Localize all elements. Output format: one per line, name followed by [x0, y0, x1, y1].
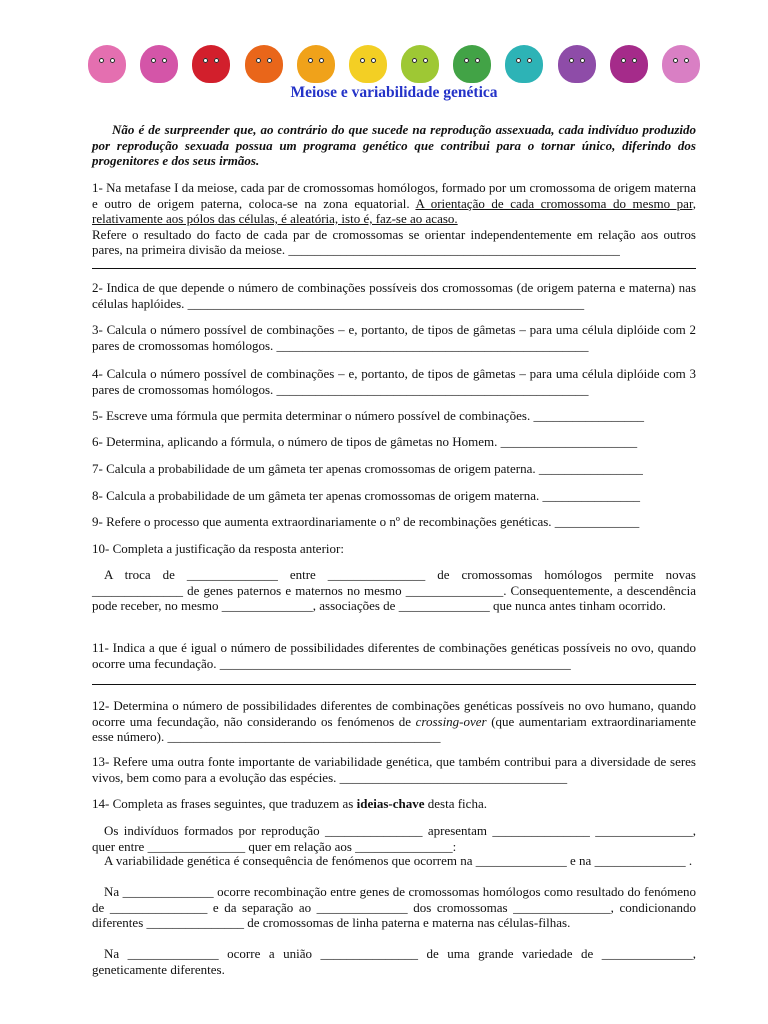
question-8: 8- Calcula a probabilidade de um gâmeta ter apenas cromossomas de origem materna. _______________ — [92, 488, 640, 503]
question-10-fill: A troca de ______________ entre _______________ de cromossomas homólogos permite novas ______________ de genes paternos e maternos no mesmo _______________. Consequentemente, a descendência pode receber, no mesmo ______________, associações de ______________ que nunca antes tinham ocorrido. — [92, 567, 696, 613]
spleen-icon — [610, 45, 648, 83]
question-4: 4- Calcula o número possível de combinações – e, portanto, de tipos de gâmetas – para uma célula diplóide com 3 pares de cromossomas homólogos. ________________________________________________ — [92, 366, 696, 397]
intro-paragraph: Não é de surpreender que, ao contrário do que sucede na reprodução assexuada, cada indivíduo produzido por reprodução sexuada possua um programa genético que contribui para o tornar único, diferindo dos progenitores e dos seus irmãos. — [92, 122, 696, 168]
kidney-icon — [401, 45, 439, 83]
question-1-underlined: A orientação de cada cromossoma do mesmo par, relativamente aos pólos das células, é aleatória, isto é, faz-se ao acaso. — [92, 195, 697, 226]
question-9: 9- Refere o processo que aumenta extraordinariamente o nº de recombinações genéticas. _____________ — [92, 514, 640, 529]
question-12 — [92, 698, 696, 745]
key-sentence-1: Os indivíduos formados por reprodução _______________ apresentam _______________ _______________, quer entre _______________ quer em relação aos _______________: — [92, 823, 696, 854]
answer-line[interactable] — [92, 256, 696, 269]
brain-icon — [505, 45, 543, 83]
question-12-tail: (que aumentariam extraordinariamente esse número). __________________________________________ — [92, 713, 696, 744]
question-14 — [92, 796, 696, 812]
question-14-bold: ideias-chave — [356, 796, 425, 811]
gland-icon — [297, 45, 335, 83]
question-1 — [92, 180, 696, 258]
key-sentence-3: Na ______________ ocorre recombinação entre genes de cromossomas homólogos como resultado do fenómeno de _______________ e da separação ao ______________ dos cromossomas _______________, condicionando diferentes _______________ de cromossomas de linha paterna e materna nas células-filhas. — [92, 884, 696, 930]
answer-line[interactable] — [92, 672, 696, 685]
organ-banner — [88, 40, 700, 88]
question-11: 11- Indica a que é igual o número de possibilidades diferentes de combinações genéticas possíveis no ovo, quando ocorre uma fecundação. ______________________________________________________ — [92, 640, 696, 671]
key-sentence-4: Na ______________ ocorre a união _______________ de uma grande variedade de ______________, geneticamente diferentes. — [92, 946, 696, 977]
liver-icon — [245, 45, 283, 83]
question-10: 10- Completa a justificação da resposta anterior: — [92, 541, 344, 556]
question-1-prompt: Refere o resultado do facto de cada par de cromossomas se orientar independentemente em relação aos outros pares, na primeira divisão da meiose. ___________________________________________________ — [92, 226, 696, 257]
heart-icon — [192, 45, 230, 83]
question-13: 13- Refere uma outra fonte importante de variabilidade genética, que também contribui para a diversidade de seres vivos, bem como para a evolução das espécies. ___________________________________ — [92, 754, 696, 785]
lung-icon — [558, 45, 596, 83]
page-title: Meiose e variabilidade genética — [290, 84, 498, 101]
question-14-tail: desta ficha. — [424, 796, 487, 811]
question-5: 5- Escreve uma fórmula que permita determinar o número possível de combinações. _________________ — [92, 408, 644, 423]
intestine-icon — [662, 45, 700, 83]
key-sentence-2: A variabilidade genética é consequência de fenómenos que ocorrem na ______________ e na ______________ . — [104, 853, 693, 868]
stomach-icon — [140, 45, 178, 83]
question-1-text: 1- Na metafase I da meiose, cada par de cromossomas homólogos, formado por um cromossoma de origem materna e outro de origem paterna, coloca-se na zona equatorial. — [92, 180, 696, 211]
question-3: 3- Calcula o número possível de combinações – e, portanto, de tipos de gâmetas – para uma célula diplóide com 2 pares de cromossomas homólogos. ________________________________________________ — [92, 322, 696, 353]
uterus-icon — [88, 45, 126, 83]
question-14-text: 14- Completa as frases seguintes, que traduzem as — [92, 796, 357, 811]
pancreas-icon — [453, 45, 491, 83]
question-6: 6- Determina, aplicando a fórmula, o número de tipos de gâmetas no Homem. _____________________ — [92, 434, 638, 449]
question-12-italic: crossing-over — [415, 713, 487, 729]
question-7: 7- Calcula a probabilidade de um gâmeta ter apenas cromossomas de origem paterna. ________________ — [92, 461, 643, 476]
question-12-text: 12- Determina o número de possibilidades diferentes de combinações genéticas possíveis no ovo humano, quando ocorre uma fecundação, não considerando os fenómenos de — [92, 698, 696, 729]
question-2: 2- Indica de que depende o número de combinações possíveis dos cromossomas (de origem paterna e materna) nas células haplóides. _____________________________________________________________ — [92, 280, 696, 311]
bladder-icon — [349, 45, 387, 83]
